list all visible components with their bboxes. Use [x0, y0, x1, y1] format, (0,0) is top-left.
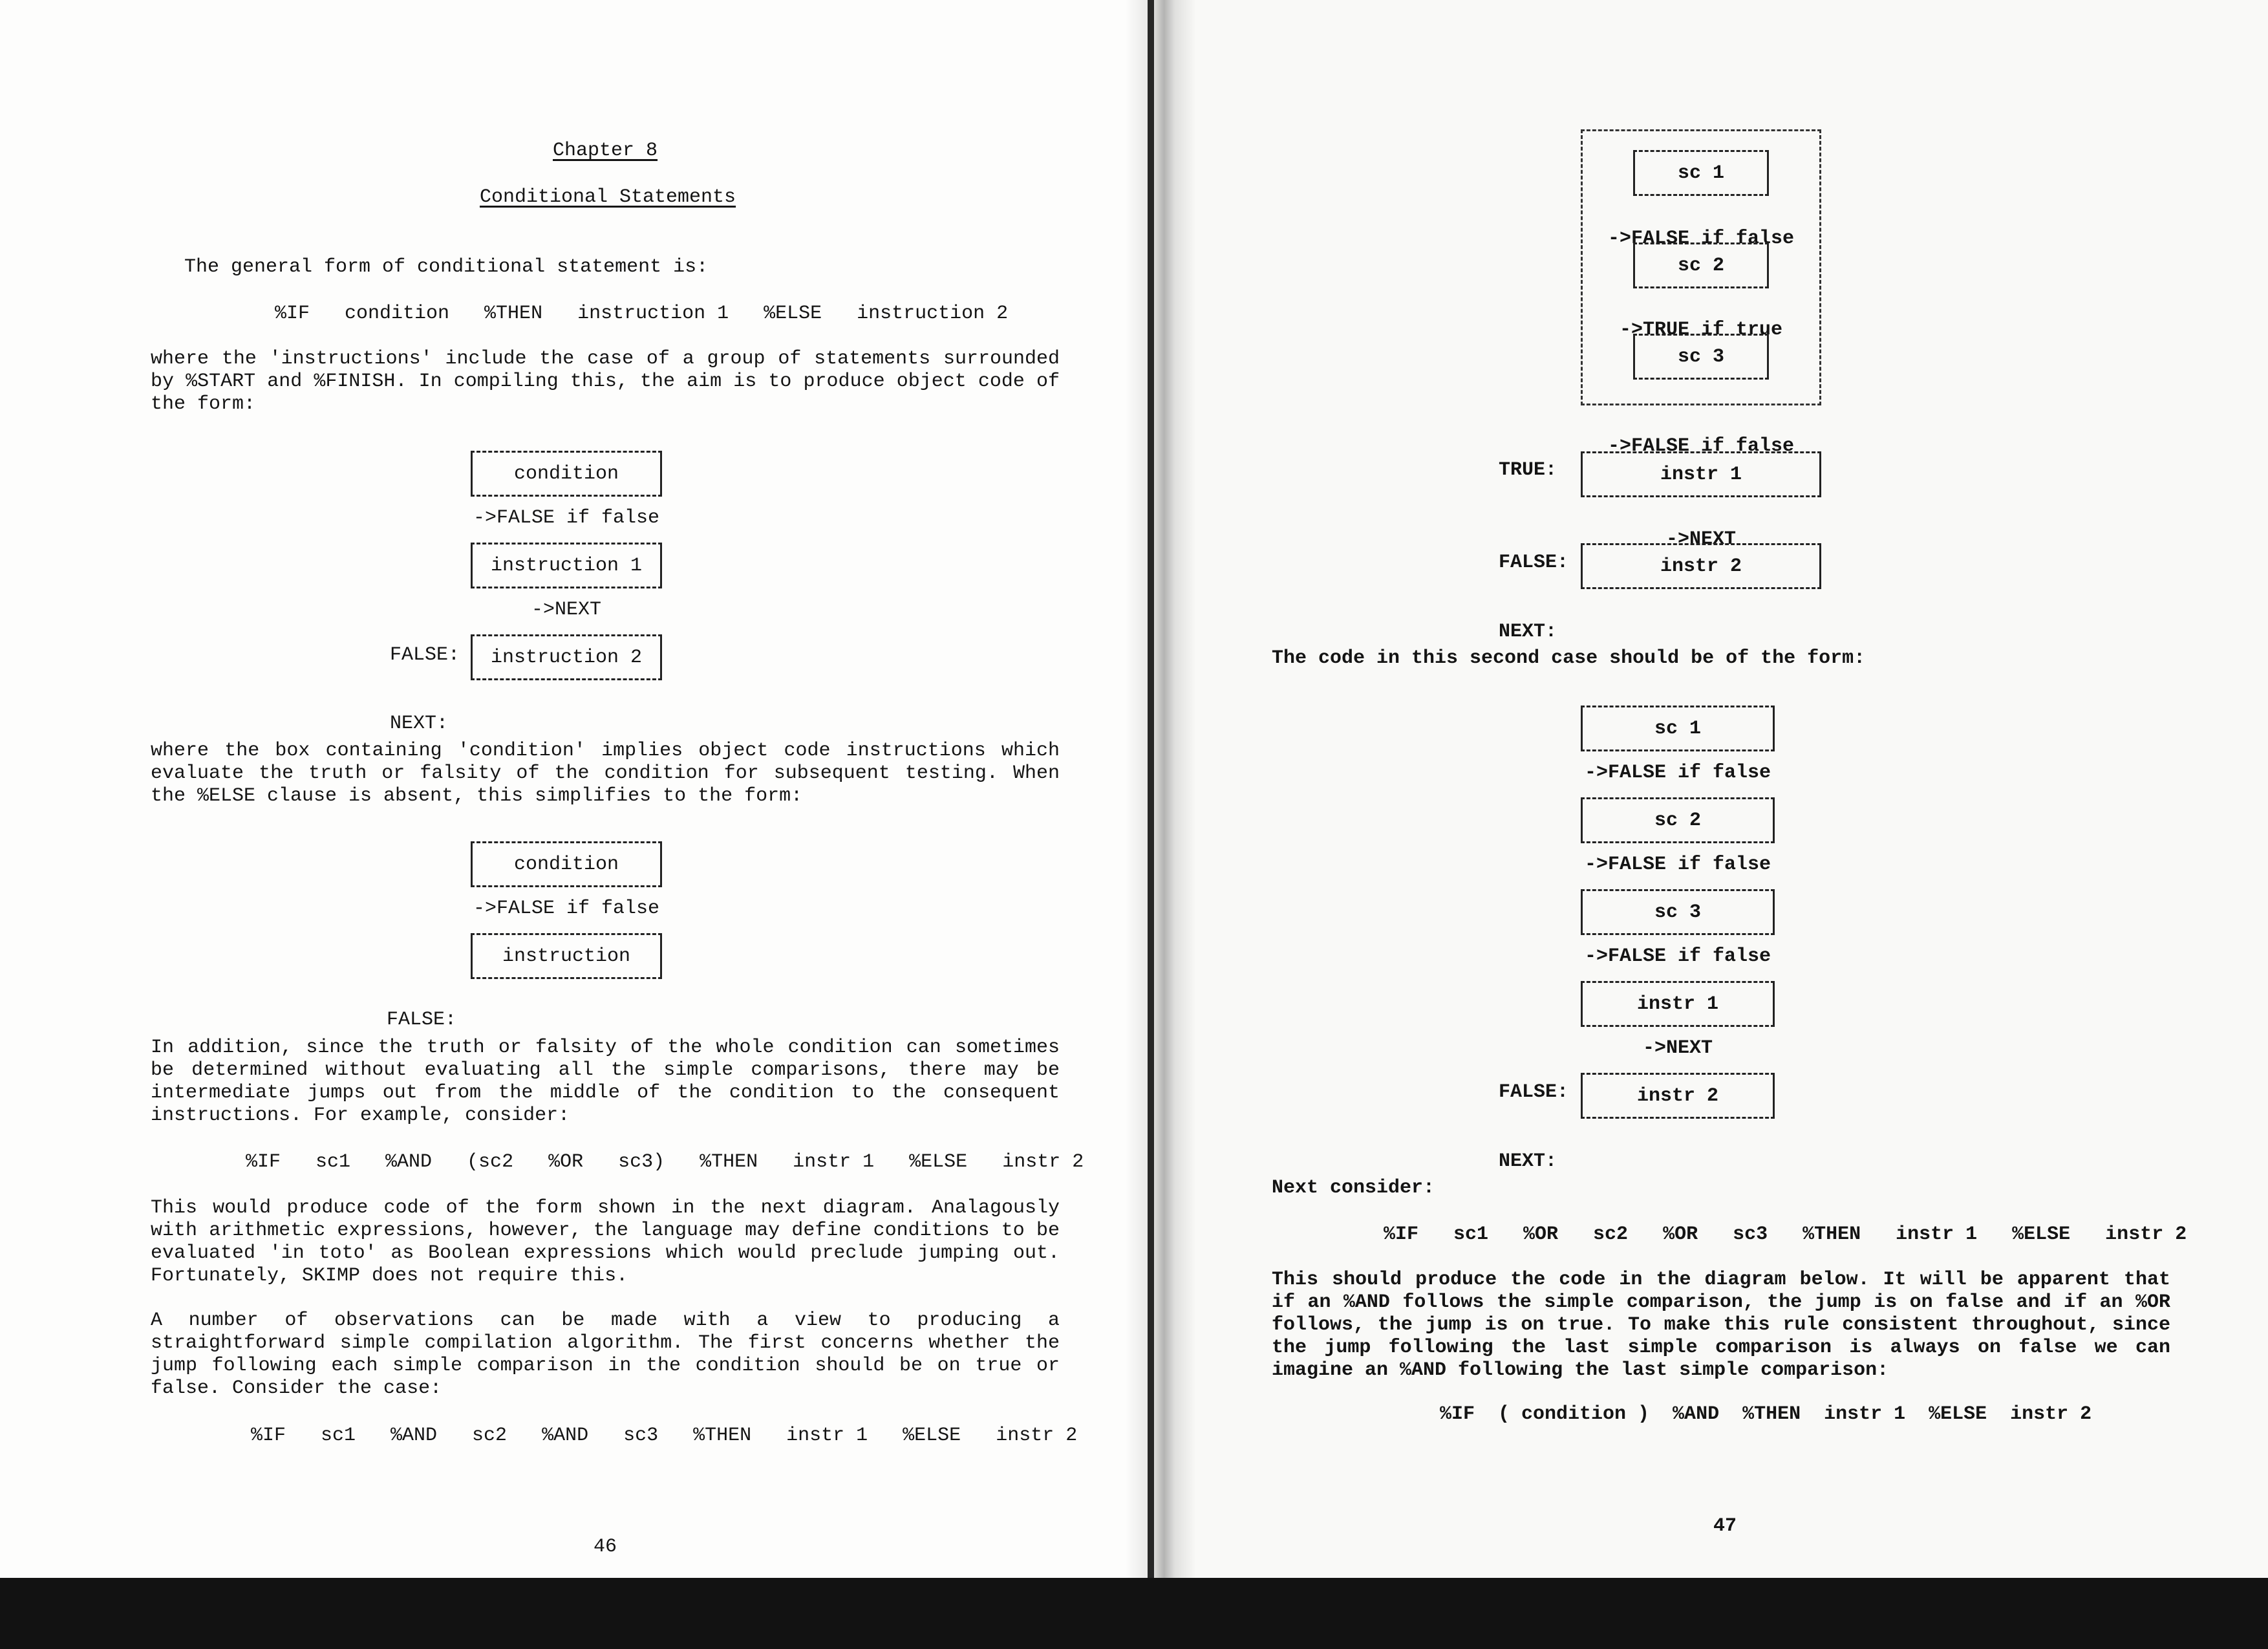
jump-false-row: ->FALSE if false [1607, 228, 1795, 250]
book-gutter [1125, 0, 1196, 1578]
jump-next-row: ->NEXT [1665, 528, 1737, 550]
instr2-box-wrap [1581, 543, 1821, 589]
jump-next-row: ->NEXT [1642, 1037, 1713, 1059]
general-form-code: %IF condition %THEN instruction 1 %ELSE instruction 2 [275, 303, 1009, 325]
paragraph-1: where the 'instructions' include the case of a group of statements surrounded by %START and %FINISH. In compiling this, the aim is to produce object code of the form: [151, 348, 1060, 415]
sc2-box-wrap [1633, 242, 1769, 288]
instruction-2-box: instruction 2 [471, 634, 662, 680]
label-false: FALSE: [387, 1009, 457, 1031]
label-next: NEXT: [390, 713, 449, 735]
label-false: FALSE: [1499, 552, 1569, 574]
label-next: NEXT: [1499, 1150, 1557, 1172]
right-paragraph-3: This should produce the code in the diagram below. It will be apparent that if an %AND follows the simple comparison, the jump is on false and if an %OR follows, the jump is on true. To make this rule consistent throughout, since the jump following the last simple comparison is always on false we can imagine an %AND following the last simple comparison: [1272, 1269, 2170, 1381]
page-number-left: 46 [594, 1536, 617, 1558]
right-paragraph-1: The code in this second case should be of the form: [1272, 647, 1866, 669]
instr-2-box: instr 2 [1581, 1073, 1775, 1119]
diagram-if-then-else [471, 451, 662, 680]
jump-false-row: ->FALSE if false [1584, 762, 1771, 784]
sc1-box: sc 1 [1633, 150, 1769, 196]
sc3-box: sc 3 [1581, 889, 1775, 935]
example-code-1: %IF sc1 %AND (sc2 %OR sc3) %THEN instr 1 %ELSE instr 2 [246, 1151, 1084, 1173]
jump-true-row: ->TRUE if true [1619, 319, 1783, 341]
sc3-box-wrap [1633, 334, 1769, 380]
paragraph-4: This would produce code of the form shown in the next diagram. Analagously with arithmetic expressions, however, the language may define conditions to be evaluated 'in toto' as Boolean expressions which would preclude jumping out. Fortunately, SKIMP does not require this. [151, 1197, 1060, 1287]
jump-false-row: ->FALSE if false [1584, 945, 1771, 967]
diagram-if-then [471, 841, 662, 979]
condition-box: condition [471, 451, 662, 497]
scan-bottom-edge [0, 1578, 2268, 1649]
paragraph-3: In addition, since the truth or falsity of the whole condition can sometimes be determined without evaluating all the simple comparisons, there may be intermediate jumps out from the middle of the condition to the consequent instructions. For example, consider: [151, 1037, 1060, 1126]
sc2-box: sc 2 [1581, 797, 1775, 843]
intro-text: The general form of conditional statement is: [184, 256, 709, 278]
instr-1-box: instr 1 [1581, 981, 1775, 1027]
condition-box: condition [471, 841, 662, 887]
left-page [0, 0, 1148, 1578]
jump-false-row-2: ->FALSE if false [1607, 435, 1795, 457]
diagram-and-chain [1581, 706, 1775, 1119]
example-code-3: %IF sc1 %OR sc2 %OR sc3 %THEN instr 1 %ELSE instr 2 [1384, 1223, 2187, 1245]
diagram-and-or-inner [1633, 150, 1769, 196]
example-code-4: %IF ( condition ) %AND %THEN instr 1 %ELSE instr 2 [1440, 1403, 2092, 1425]
chapter-title: Conditional Statements [480, 186, 736, 208]
instr1-box-wrap [1581, 451, 1821, 497]
label-false: FALSE: [390, 644, 460, 666]
label-false: FALSE: [1499, 1081, 1569, 1103]
sc3-box: sc 3 [1633, 334, 1769, 380]
paragraph-2: where the box containing 'condition' implies object code instructions which evaluate the truth or falsity of the condition for subsequent testing. When the %ELSE clause is absent, this simplifies to the form: [151, 740, 1060, 807]
instruction-1-box: instruction 1 [471, 543, 662, 588]
page-number-right: 47 [1713, 1515, 1737, 1537]
instruction-box: instruction [471, 933, 662, 979]
right-page [1154, 0, 2268, 1578]
instr-1-box: instr 1 [1581, 451, 1821, 497]
jump-false-row: ->FALSE if false [473, 507, 660, 529]
label-next: NEXT: [1499, 621, 1557, 643]
sc2-box: sc 2 [1633, 242, 1769, 288]
sc1-box: sc 1 [1581, 706, 1775, 751]
jump-next-row: ->NEXT [531, 599, 602, 621]
instr-2-box: instr 2 [1581, 543, 1821, 589]
jump-false-row: ->FALSE if false [1584, 854, 1771, 876]
example-code-2: %IF sc1 %AND sc2 %AND sc3 %THEN instr 1 %ELSE instr 2 [251, 1425, 1078, 1447]
paragraph-5: A number of observations can be made with a view to producing a straightforward simple compilation algorithm. The first concerns whether the jump following each simple comparison in the condition should be on true or false. Consider the case: [151, 1310, 1060, 1399]
chapter-heading: Chapter 8 [553, 140, 658, 162]
label-true: TRUE: [1499, 459, 1557, 481]
jump-false-row: ->FALSE if false [473, 898, 660, 920]
right-paragraph-2: Next consider: [1272, 1177, 1435, 1199]
